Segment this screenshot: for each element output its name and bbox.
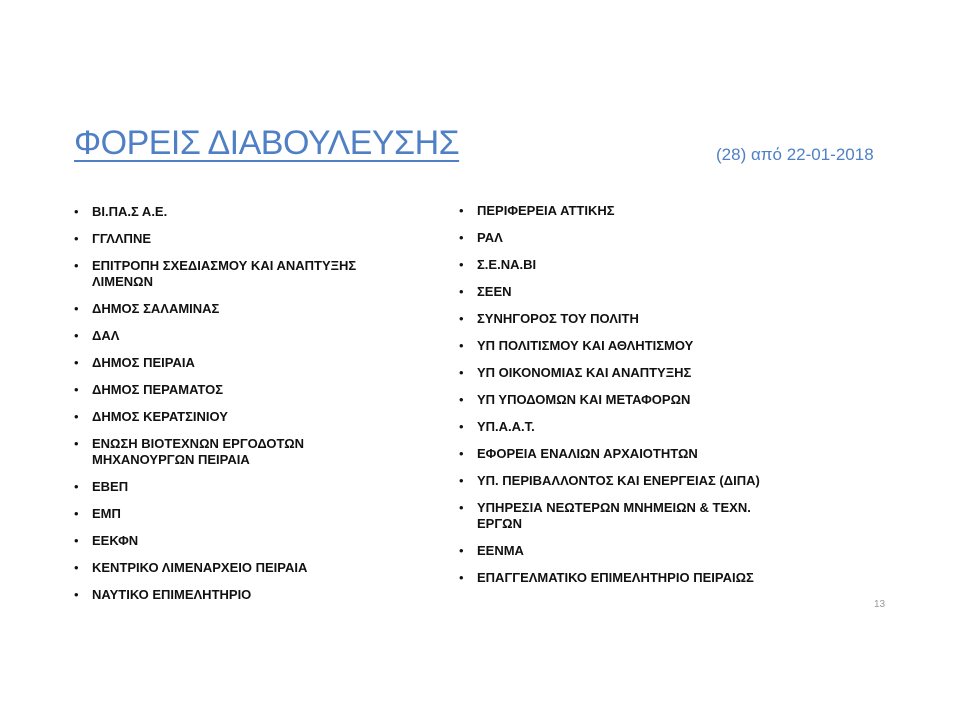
- right-list: [459, 203, 799, 597]
- list-item: • ΚΕΝΤΡΙΚΟ ΛΙΜΕΝΑΡΧΕΙΟ ΠΕΙΡΑΙΑ: [74, 560, 404, 576]
- page-number: 13: [874, 599, 886, 610]
- list-item: • ΣΥΝΗΓΟΡΟΣ ΤΟΥ ΠΟΛΙΤΗ: [459, 311, 799, 327]
- list-item: • ΕΕΝΜΑ: [459, 543, 799, 559]
- list-item: • ΣΕΕΝ: [459, 284, 799, 300]
- list-item: • ΕΝΩΣΗ ΒΙΟΤΕΧΝΩΝ ΕΡΓΟΔΟΤΩΝ ΜΗΧΑΝΟΥΡΓΩΝ ΠΕΙΡΑΙΑ: [74, 436, 404, 468]
- list-item: • ΔΗΜΟΣ ΠΕΡΑΜΑΤΟΣ: [74, 382, 404, 398]
- list-item: • ΕΜΠ: [74, 506, 404, 522]
- slide-title: ΦΟΡΕΙΣ ΔΙΑΒΟΥΛΕΥΣΗΣ: [74, 124, 460, 162]
- list-item: • ΕΠΙΤΡΟΠΗ ΣΧΕΔΙΑΣΜΟΥ ΚΑΙ ΑΝΑΠΤΥΞΗΣ ΛΙΜΕΝΩΝ: [74, 258, 404, 290]
- list-item: • ΔΗΜΟΣ ΣΑΛΑΜΙΝΑΣ: [74, 301, 404, 317]
- list-item: • ΕΦΟΡΕΙΑ ΕΝΑΛΙΩΝ ΑΡΧΑΙΟΤΗΤΩΝ: [459, 446, 799, 462]
- list-item: • ΕΒΕΠ: [74, 479, 404, 495]
- left-list: [74, 204, 404, 614]
- list-item: • ΥΠ. ΠΕΡΙΒΑΛΛΟΝΤΟΣ ΚΑΙ ΕΝΕΡΓΕΙΑΣ (ΔΙΠΑ): [459, 473, 799, 489]
- list-item: • ΓΓΛΛΠΝΕ: [74, 231, 404, 247]
- list-item: • ΔΑΛ: [74, 328, 404, 344]
- list-item: • ΝΑΥΤΙΚΟ ΕΠΙΜΕΛΗΤΗΡΙΟ: [74, 587, 404, 603]
- list-item: • ΔΗΜΟΣ ΚΕΡΑΤΣΙΝΙΟΥ: [74, 409, 404, 425]
- list-item: • Σ.Ε.ΝΑ.ΒΙ: [459, 257, 799, 273]
- list-item: • ΥΠ ΠΟΛΙΤΙΣΜΟΥ ΚΑΙ ΑΘΛΗΤΙΣΜΟΥ: [459, 338, 799, 354]
- list-item: • ΥΠ ΟΙΚΟΝΟΜΙΑΣ ΚΑΙ ΑΝΑΠΤΥΞΗΣ: [459, 365, 799, 381]
- list-item: • ΥΠ.Α.Α.Τ.: [459, 419, 799, 435]
- slide-subtitle: (28) από 22-01-2018: [716, 145, 874, 164]
- list-item: • ΥΠ ΥΠΟΔΟΜΩΝ ΚΑΙ ΜΕΤΑΦΟΡΩΝ: [459, 392, 799, 408]
- list-item: • ΕΠΑΓΓΕΛΜΑΤΙΚΟ ΕΠΙΜΕΛΗΤΗΡΙΟ ΠΕΙΡΑΙΩΣ: [459, 570, 799, 586]
- list-item: • ΠΕΡΙΦΕΡΕΙΑ ΑΤΤΙΚΗΣ: [459, 203, 799, 219]
- list-item: • ΥΠΗΡΕΣΙΑ ΝΕΩΤΕΡΩΝ ΜΝΗΜΕΙΩΝ & ΤΕΧΝ. ΕΡΓΩΝ: [459, 500, 799, 532]
- list-item: • ΒΙ.ΠΑ.Σ Α.Ε.: [74, 204, 404, 220]
- list-item: • ΕΕΚΦΝ: [74, 533, 404, 549]
- list-item: • ΔΗΜΟΣ ΠΕΙΡΑΙΑ: [74, 355, 404, 371]
- list-item: • ΡΑΛ: [459, 230, 799, 246]
